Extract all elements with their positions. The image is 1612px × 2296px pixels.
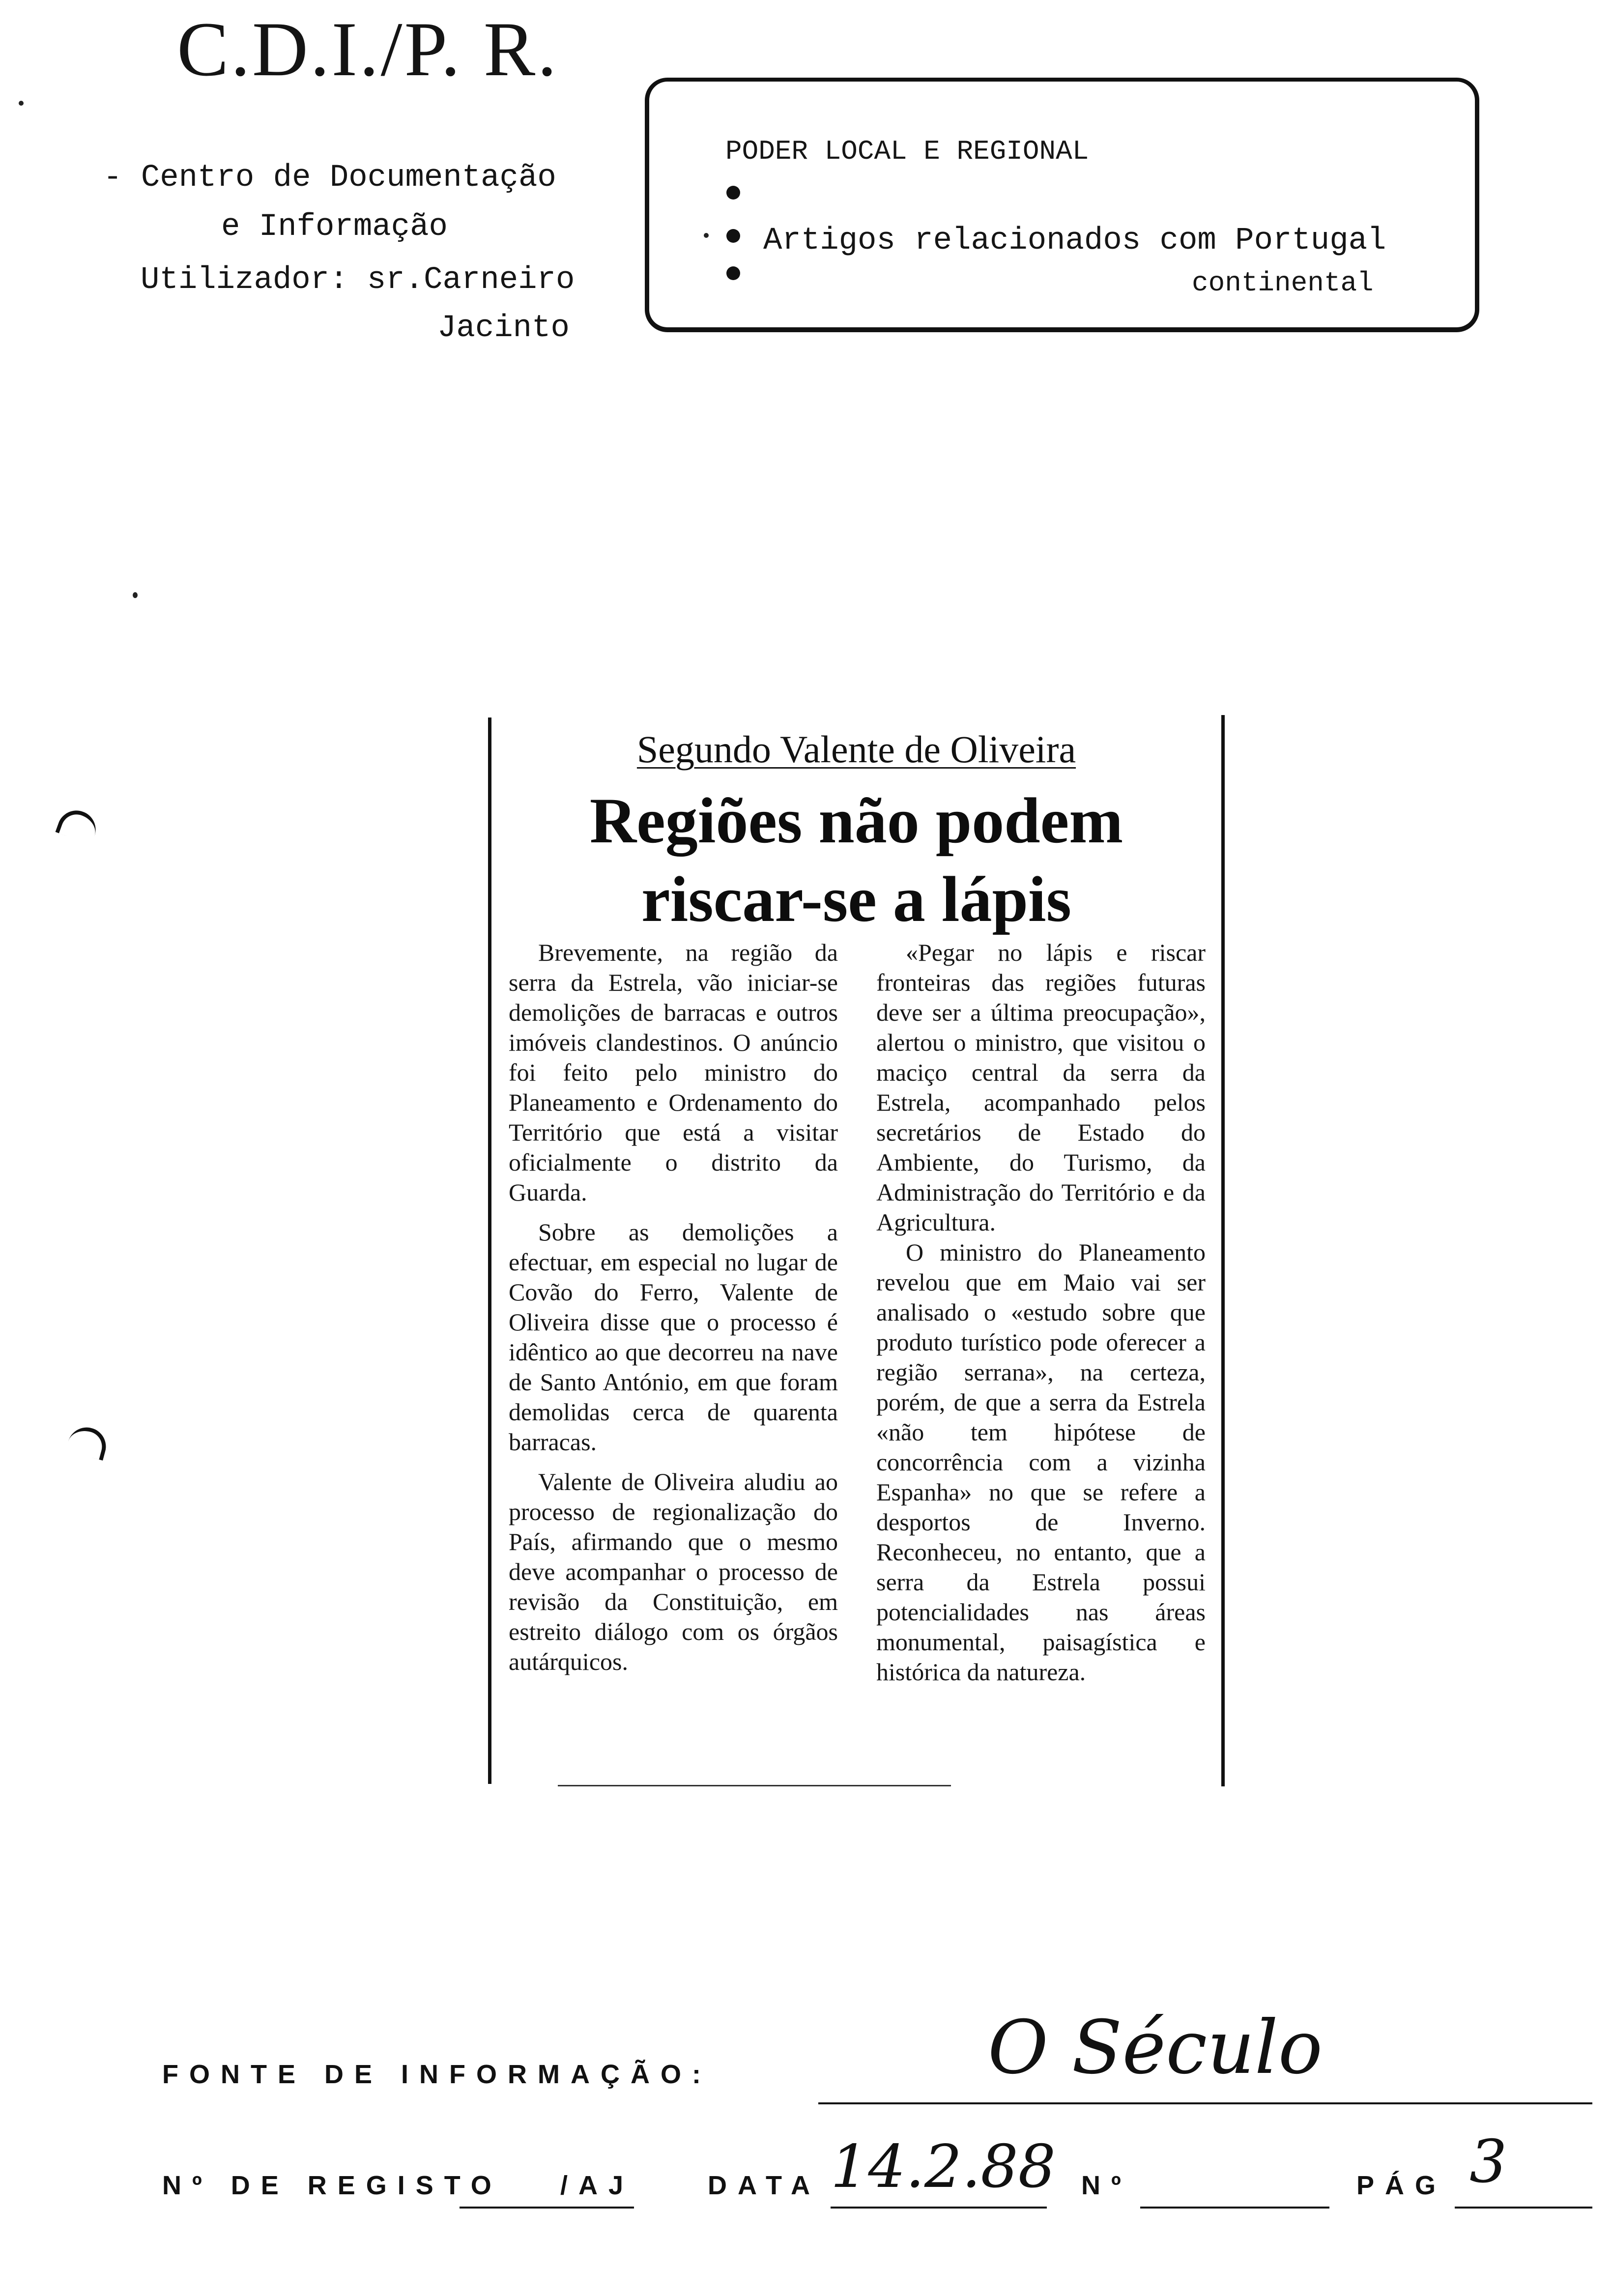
- article-paragraph: «Pegar no lápis e riscar fronteiras das regiões futuras deve ser a última preocupação», alertou o ministro, que visitou o maciço central da serra da Estrela, acompanhado pelos secretários de Estado do Ambiente, do Turismo, da Administração do Território e da Agricultura.: [876, 939, 1206, 1236]
- fonte-underline: [818, 2102, 1592, 2104]
- article-kicker: Segundo Valente de Oliveira: [636, 728, 1076, 771]
- cdi-title: C.D.I./P. R.: [177, 6, 559, 92]
- bullet-icon: [726, 229, 740, 243]
- registo-underline: [460, 2207, 634, 2209]
- topic-line2: continental: [1192, 267, 1374, 299]
- center-name-line1: - Centro de Documentação: [103, 160, 556, 196]
- bullet-icon: [726, 266, 740, 280]
- user-line1: Utilizador: sr.Carneiro: [141, 262, 575, 298]
- article-paragraph: Sobre as demolições a efectuar, em especial no lugar de Covão do Ferro, Valente de Oliveira disse que o processo é idêntico ao que decorreu na nave de Santo António, em que foram demolidas cerca de quarenta barracas.: [509, 1218, 838, 1456]
- clipping-bottom-rule: [558, 1785, 951, 1786]
- headline-line1: Regiões não podem: [589, 784, 1123, 857]
- clipping-left-rule: [488, 718, 491, 1784]
- registo-label: Nº DE REGISTO: [162, 2171, 502, 2200]
- speck-mark: [704, 233, 709, 238]
- speck-mark: [133, 592, 138, 598]
- data-label: DATA: [708, 2171, 821, 2200]
- topic-line1: Artigos relacionados com Portugal: [763, 223, 1386, 258]
- pag-underline: [1455, 2207, 1592, 2209]
- fonte-label: FONTE DE INFORMAÇÃO:: [162, 2060, 712, 2089]
- speck-mark: [19, 101, 24, 106]
- article-column-right: [876, 938, 1206, 1687]
- article-headline: [491, 781, 1221, 939]
- user-line2: Jacinto: [437, 311, 570, 346]
- pag-label: PÁG: [1356, 2171, 1447, 2200]
- article-paragraph: Brevemente, na região da serra da Estrela, vão iniciar-se demolições de barracas e outros imóveis clandestinos. O anúncio foi feito pelo ministro do Planeamento e Ordenamento do Território que está a visitar oficialmente o distrito da Guarda.: [509, 939, 838, 1206]
- punch-hole-mark: [55, 805, 101, 845]
- article-column-left: [509, 938, 838, 1677]
- center-name-line2: e Informação: [221, 209, 448, 245]
- fonte-value: O Século: [988, 2005, 1323, 2091]
- punch-hole-mark: [66, 1423, 110, 1461]
- data-underline: [831, 2207, 1047, 2209]
- bullet-icon: [726, 186, 740, 200]
- numero-underline: [1140, 2207, 1329, 2209]
- registo-suffix: /AJ: [560, 2171, 634, 2200]
- pag-value: 3: [1469, 2128, 1507, 2196]
- data-value: 14.2.88: [831, 2133, 1056, 2201]
- article-paragraph: Valente de Oliveira aludiu ao processo de regionalização do País, afirmando que o mesmo deve acompanhar o processo de revisão da Constituição, em estreito diálogo com os órgãos autárquicos.: [509, 1468, 838, 1675]
- numero-label: Nº: [1081, 2171, 1132, 2200]
- article-paragraph: O ministro do Planeamento revelou que em Maio vai ser analisado o «estudo sobre que produto turístico pode oferecer a região serrana», na certeza, porém, de que a serra da Estrela «não tem hipótese de concorrência com a vizinha Espanha» no que se refere a desportos de Inverno. Reconheceu, no entanto, que a serra da Estrela possui potencialidades nas áreas monumental, paisagística e histórica da natureza.: [876, 1238, 1206, 1686]
- headline-line2: riscar-se a lápis: [641, 863, 1071, 935]
- topic-title: PODER LOCAL E REGIONAL: [725, 136, 1089, 167]
- clipping-right-rule: [1221, 715, 1225, 1786]
